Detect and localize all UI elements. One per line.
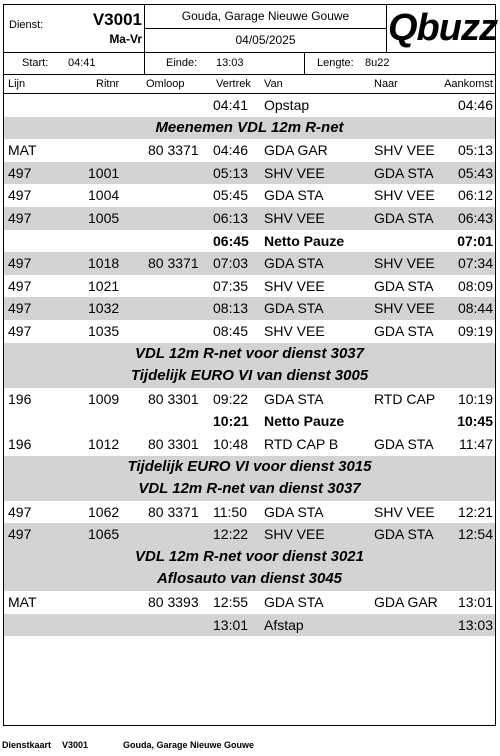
lengte-label: Lengte: [317, 57, 354, 69]
dienst-label: Dienst: [9, 19, 44, 31]
card-header [4, 5, 495, 53]
trip-row [4, 614, 495, 637]
garage-name: Gouda, Garage Nieuwe Gouwe [145, 5, 386, 29]
trip-row [4, 501, 495, 524]
start-time: 04:41 [68, 57, 96, 69]
cell-aankomst: 08:44 [457, 300, 493, 317]
cell-aankomst: 05:13 [457, 142, 493, 159]
trip-row [4, 139, 495, 162]
cell-vertrek: 13:01 [213, 616, 249, 633]
cell-ritnr: 1012 [88, 435, 120, 452]
cell-naar: GDA STA [374, 526, 434, 543]
cell-vertrek: 05:45 [213, 187, 249, 204]
cell-lijn: 497 [8, 526, 32, 543]
cell-van: GDA STA [264, 255, 324, 272]
cell-lijn: 497 [8, 277, 32, 294]
einde-time: 13:03 [216, 57, 244, 69]
cell-vertrek: 08:13 [213, 300, 249, 317]
cell-van: GDA STA [264, 503, 324, 520]
cell-vertrek: 04:46 [213, 142, 249, 159]
cell-lijn: 497 [8, 209, 32, 226]
cell-ritnr: 1065 [88, 526, 120, 543]
cell-omloop: 80 3301 [148, 390, 199, 407]
cell-aankomst: 13:01 [457, 594, 493, 611]
cell-van: Afstap [264, 616, 304, 633]
trip-row [4, 275, 495, 298]
note-text: Tijdelijk EURO VI van dienst 3005 [130, 367, 369, 385]
trip-row [4, 207, 495, 230]
cell-vertrek: 12:22 [213, 526, 249, 543]
cell-vertrek: 04:41 [213, 97, 249, 113]
cell-van: GDA STA [264, 390, 324, 407]
column-headers [4, 75, 495, 94]
cell-ritnr: 1021 [88, 277, 120, 294]
cell-vertrek: 09:22 [213, 390, 249, 407]
trip-list [4, 94, 495, 636]
note-banner [4, 365, 495, 388]
cell-ritnr: 1004 [88, 187, 120, 204]
cell-omloop: 80 3371 [148, 503, 199, 520]
trip-row [4, 162, 495, 185]
duty-date: 04/05/2025 [235, 33, 296, 47]
cell-van: GDA STA [264, 300, 324, 317]
cell-aankomst: 08:09 [457, 277, 493, 294]
cell-van: SHV VEE [264, 164, 325, 181]
lengte-value: 8u22 [365, 57, 390, 69]
cell-lijn: 497 [8, 300, 32, 317]
trip-row [4, 94, 495, 117]
cell-naar: SHV VEE [374, 503, 435, 520]
cell-aankomst: 12:54 [457, 526, 493, 543]
cell-ritnr: 1001 [88, 164, 120, 181]
cell-van: Opstap [264, 97, 310, 113]
qbuzz-logo: Qbuzz [388, 7, 497, 49]
cell-aankomst: 12:21 [457, 503, 493, 520]
cell-ritnr: 1062 [88, 503, 120, 520]
col-naar: Naar [374, 78, 398, 90]
trip-row [4, 184, 495, 207]
cell-aankomst: 05:43 [457, 164, 493, 181]
trip-row [4, 297, 495, 320]
cell-ritnr: 1032 [88, 300, 120, 317]
cell-naar: GDA GAR [374, 594, 438, 611]
cell-lijn: 497 [8, 503, 32, 520]
cell-naar: SHV VEE [374, 300, 435, 317]
cell-van: Netto Pauze [264, 413, 345, 430]
trip-row [4, 252, 495, 275]
col-lijn: Lijn [8, 78, 26, 90]
cell-van: RTD CAP B [264, 435, 339, 452]
page-footer [0, 740, 500, 754]
start-label: Start: [22, 57, 49, 69]
divider [304, 52, 305, 74]
cell-lijn: 196 [8, 390, 32, 407]
dienst-number: V3001 [92, 10, 142, 29]
footer-garage: Gouda, Garage Nieuwe Gouwe [123, 740, 255, 750]
cell-vertrek: 06:13 [213, 209, 249, 226]
cell-aankomst: 06:12 [457, 187, 493, 204]
cell-naar: SHV VEE [374, 187, 435, 204]
trip-row [4, 433, 495, 456]
cell-vertrek: 12:55 [213, 594, 249, 611]
cell-vertrek: 10:21 [213, 413, 249, 430]
header-divider [386, 5, 387, 52]
cell-van: SHV VEE [264, 526, 325, 543]
cell-lijn: 196 [8, 435, 32, 452]
col-ritnr: Ritnr [96, 78, 120, 90]
service-days: Ma-Vr [109, 32, 142, 46]
note-text: VDL 12m R-net van dienst 3037 [138, 480, 361, 498]
cell-aankomst: 13:03 [457, 616, 493, 633]
einde-label: Einde: [166, 57, 198, 69]
cell-ritnr: 1005 [88, 209, 120, 226]
cell-omloop: 80 3301 [148, 435, 199, 452]
cell-lijn: MAT [8, 142, 37, 159]
note-banner [4, 343, 495, 366]
cell-vertrek: 07:35 [213, 277, 249, 294]
cell-lijn: 497 [8, 187, 32, 204]
cell-vertrek: 06:45 [213, 232, 249, 249]
cell-aankomst: 07:01 [457, 232, 493, 249]
cell-ritnr: 1035 [88, 322, 120, 339]
cell-lijn: 497 [8, 322, 32, 339]
note-banner [4, 117, 495, 140]
cell-lijn: 497 [8, 255, 32, 272]
cell-vertrek: 08:45 [213, 322, 249, 339]
cell-omloop: 80 3371 [148, 255, 199, 272]
cell-van: GDA GAR [264, 142, 328, 159]
cell-van: GDA STA [264, 187, 324, 204]
cell-aankomst: 10:45 [457, 413, 493, 430]
note-banner [4, 456, 495, 479]
cell-aankomst: 06:43 [457, 209, 493, 226]
cell-vertrek: 07:03 [213, 255, 249, 272]
cell-van: GDA STA [264, 594, 324, 611]
cell-naar: GDA STA [374, 435, 434, 452]
duty-times [4, 52, 495, 75]
footer-label: Dienstkaart [2, 740, 52, 750]
footer-dienst: V3001 [62, 740, 89, 750]
cell-van: SHV VEE [264, 209, 325, 226]
note-text: VDL 12m R-net voor dienst 3037 [135, 344, 364, 362]
note-banner [4, 568, 495, 591]
note-text: Tijdelijk EURO VI voor dienst 3015 [127, 457, 372, 475]
duty-card [3, 4, 496, 726]
cell-naar: SHV VEE [374, 142, 435, 159]
note-banner [4, 546, 495, 569]
cell-omloop: 80 3393 [148, 594, 199, 611]
col-van: Van [264, 78, 283, 90]
cell-vertrek: 10:48 [213, 435, 249, 452]
col-aankomst: Aankomst [444, 78, 493, 90]
cell-aankomst: 10:19 [457, 390, 493, 407]
col-vertrek: Vertrek [216, 78, 251, 90]
cell-vertrek: 11:50 [213, 503, 247, 520]
cell-van: SHV VEE [264, 277, 325, 294]
col-omloop: Omloop [146, 78, 185, 90]
trip-row [4, 388, 495, 411]
cell-naar: GDA STA [374, 277, 434, 294]
note-text: VDL 12m R-net voor dienst 3021 [135, 547, 364, 565]
note-banner [4, 478, 495, 501]
note-text: Meenemen VDL 12m R-net [155, 118, 344, 136]
cell-naar: GDA STA [374, 164, 434, 181]
cell-van: SHV VEE [264, 322, 325, 339]
note-text: Aflosauto van dienst 3045 [156, 570, 343, 588]
cell-vertrek: 05:13 [213, 164, 249, 181]
cell-van: Netto Pauze [264, 232, 345, 249]
cell-ritnr: 1009 [88, 390, 120, 407]
divider [144, 52, 145, 74]
cell-naar: SHV VEE [374, 255, 435, 272]
cell-naar: RTD CAP [374, 390, 436, 407]
pause-row [4, 230, 495, 253]
cell-lijn: MAT [8, 594, 37, 611]
cell-ritnr: 1018 [88, 255, 120, 272]
trip-row [4, 320, 495, 343]
cell-naar: GDA STA [374, 209, 434, 226]
cell-aankomst: 11:47 [459, 435, 493, 452]
cell-lijn: 497 [8, 164, 32, 181]
cell-aankomst: 07:34 [457, 255, 493, 272]
cell-omloop: 80 3371 [148, 142, 199, 159]
pause-row [4, 410, 495, 433]
trip-row [4, 591, 495, 614]
cell-naar: GDA STA [374, 322, 434, 339]
trip-row [4, 523, 495, 546]
cell-aankomst: 04:46 [457, 97, 493, 113]
cell-aankomst: 09:19 [457, 322, 493, 339]
